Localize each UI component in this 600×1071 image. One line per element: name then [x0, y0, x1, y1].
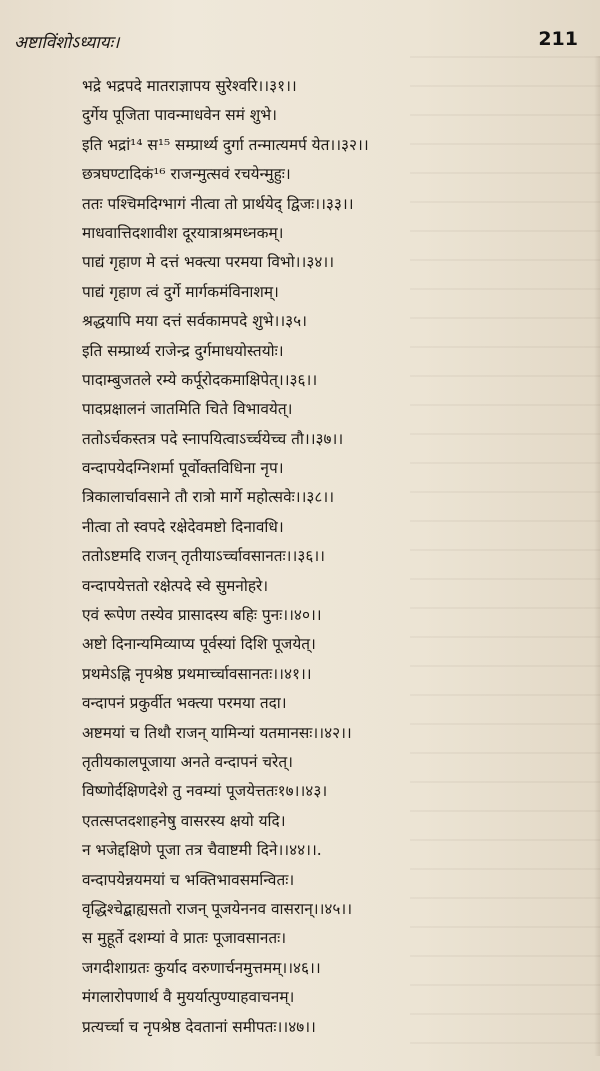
- verse-line: विष्णोर्दक्षिणदेशे तु नवम्यां पूजयेत्ततः१७।।४३।: [82, 782, 328, 801]
- verse-line: वन्दापयेन्नयमयां च भक्तिभावसमन्वितः।: [82, 870, 295, 889]
- verse-line: ततोऽष्टमदि राजन् तृतीयाऽर्च्चावसानतः।।३६।।: [82, 547, 325, 566]
- verse-line: वन्दापयेत्ततो रक्षेत्पदे स्वे सुमनोहरे।: [82, 576, 269, 595]
- verse-line: स मुहूर्ते दशम्यां वे प्रातः पूजावसानतः।: [82, 929, 287, 948]
- verse-line: भद्रे भद्रपदे मातराज्ञापय सुरेश्वरि।।३१।।: [82, 77, 297, 95]
- page-number: 211: [538, 28, 578, 50]
- verse-line: इति सम्प्रार्थ्य राजेन्द्र दुर्गमाधयोस्तयोः।: [82, 341, 284, 360]
- page-edge-shadow: [594, 56, 600, 1056]
- verse-line: दुर्गेय पूजिता पावन्माधवेन समं शुभे।: [82, 106, 277, 125]
- verse-line: तृतीयकालपूजाया अनते वन्दापनं चरेत्।: [82, 752, 293, 771]
- verse-line: वन्दापयेदग्निशर्मा पूर्वोक्तविधिना नृप।: [82, 459, 284, 478]
- verse-line: नीत्वा तो स्वपदे रक्षेदेवमष्टो दिनावधि।: [82, 517, 284, 536]
- verse-line: एतत्सप्तदशाहनेषु वासरस्य क्षयो यदि।: [82, 811, 286, 830]
- chapter-title: अष्टाविंशोऽध्यायः।: [14, 33, 120, 53]
- verse-line: माधवात्तिदशावीश दूरयात्राश्रमध्नकम्।: [82, 223, 284, 242]
- verse-line: पाद्यं गृहाण त्वं दुर्गे मार्गकमंविनाशम्।: [82, 282, 279, 301]
- verse-line: वृद्धिश्चेद्बाह्यसतो राजन् पूजयेननव वासरान्।।४५।।: [82, 899, 353, 918]
- verse-line: पादाम्बुजतले रम्ये कर्पूरोदकमाक्षिपेत्।।३६।।: [82, 370, 318, 389]
- verse-list: [82, 72, 582, 1042]
- page-header: [0, 0, 600, 56]
- verse-line: ततोऽर्चकस्तत्र पदे स्नापयित्वाऽर्च्चयेच्च तौ।।३७।।: [82, 429, 344, 448]
- verse-line: इति भद्रां¹⁴ स¹⁵ सम्प्रार्थ्य दुर्गा तन्मात्यमर्प येत।।३२।।: [82, 135, 369, 154]
- verse-line: एवं रूपेण तस्येव प्रासादस्य बहिः पुनः।।४०।।: [82, 606, 322, 625]
- verse-line: त्रिकालार्चावसाने तौ रात्रो मार्गे महोत्सवेः।।३८।।: [82, 488, 335, 507]
- verse-line: ततः पश्चिमदिग्भागं नीत्वा तो प्रार्थयेद् द्विजः।।३३।।: [82, 194, 354, 213]
- verse-line: जगदीशाग्रतः कुर्याद वरुणार्चनमुत्तमम्।।४६।।: [82, 958, 321, 977]
- verse-line: प्रथमेऽह्नि नृपश्रेष्ठ प्रथमार्च्चावसानतः।।४१।।: [82, 664, 312, 683]
- verse-line: प्रत्यर्च्चा च नृपश्रेष्ठ देवतानां समीपतः।।४७।।: [82, 1017, 316, 1036]
- verse-line: पादप्रक्षालनं जातमिति चिते विभावयेत्।: [82, 400, 293, 419]
- verse-line: छत्रघण्टादिकं¹⁶ राजन्मुत्सवं रचयेन्मुहुः।: [82, 165, 291, 184]
- verse-line: वन्दापनं प्रकुर्वीत भक्त्या परमया तदा।: [82, 694, 287, 713]
- verse-line: पाद्यं गृहाण मे दत्तं भक्त्या परमया विभो।।३४।।: [82, 253, 335, 272]
- verse-line: श्रद्धयापि मया दत्तं सर्वकामपदे शुभे।।३५।: [82, 312, 308, 331]
- verse-line: मंगलारोपणार्थ वै मुयर्यात्पुण्याहवाचनम्।: [82, 988, 295, 1007]
- verse-line: न भजेद्दक्षिणे पूजा तत्र चैवाष्टमी दिने।।४४।।.: [82, 841, 322, 860]
- verse-line: अष्टो दिनान्यमिव्याप्य पूर्वस्यां दिशि पूजयेत्।: [82, 635, 316, 654]
- verse-line: अष्टमयां च तिथौ राजन् यामिन्यां यतमानसः।।४२।।: [82, 723, 352, 742]
